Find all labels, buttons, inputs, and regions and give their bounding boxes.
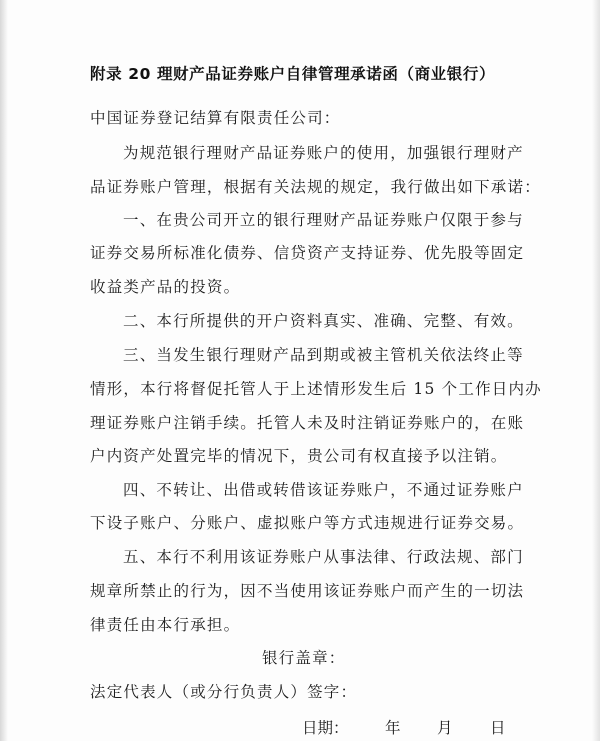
paragraph-line: 一、在贵公司开立的银行理财产品证券账户仅限于参与 <box>123 211 524 229</box>
paragraph-line: 下设子账户、分账户、虚拟账户等方式违规进行证券交易。 <box>90 514 525 532</box>
paragraph-line: 品证券账户管理，根据有关法规的规定，我行做出如下承诺： <box>90 178 541 196</box>
paragraph-line: 理证券账户注销手续。托管人未及时注销证券账户的，在账 <box>90 414 525 432</box>
paragraph-line: 五、本行不利用该证券账户从事法律、行政法规、部门 <box>123 548 524 566</box>
paragraph-line: 证券交易所标准化债券、信贷资产支持证券、优先股等固定 <box>90 244 525 262</box>
representative-signature-label: 法定代表人（或分行负责人）签字： <box>90 683 358 701</box>
paragraph-line: 三、当发生银行理财产品到期或被主管机关依法终止等 <box>123 346 524 364</box>
paragraph-line: 户内资产处置完毕的情况下，贵公司有权直接予以注销。 <box>90 447 508 465</box>
paragraph-line: 四、不转让、出借或转借该证券账户，不通过证券账户 <box>123 481 524 499</box>
paragraph-line: 规章所禁止的行为，因不当使用该证券账户而产生的一切法 <box>90 582 525 600</box>
bank-seal-label: 银行盖章： <box>262 649 346 667</box>
document-title: 附录 20 理财产品证券账户自律管理承诺函（商业银行） <box>90 65 496 83</box>
date-year-label: 年 <box>385 719 401 737</box>
paragraph-line: 律责任由本行承担。 <box>90 616 241 634</box>
page-edge-shadow-left <box>0 0 8 741</box>
date-label: 日期： <box>302 719 349 737</box>
date-month-label: 月 <box>437 719 453 737</box>
page-edge-shadow-right <box>592 0 600 741</box>
paragraph-line: 情形，本行将督促托管人于上述情形发生后 15 个工作日内办 <box>90 380 542 398</box>
paragraph-line: 二、本行所提供的开户资料真实、准确、完整、有效。 <box>123 312 524 330</box>
date-day-label: 日 <box>490 719 506 737</box>
addressee: 中国证券登记结算有限责任公司： <box>90 109 341 127</box>
paragraph-line: 收益类产品的投资。 <box>90 278 241 296</box>
paragraph-line: 为规范银行理财产品证券账户的使用，加强银行理财产 <box>123 144 524 162</box>
